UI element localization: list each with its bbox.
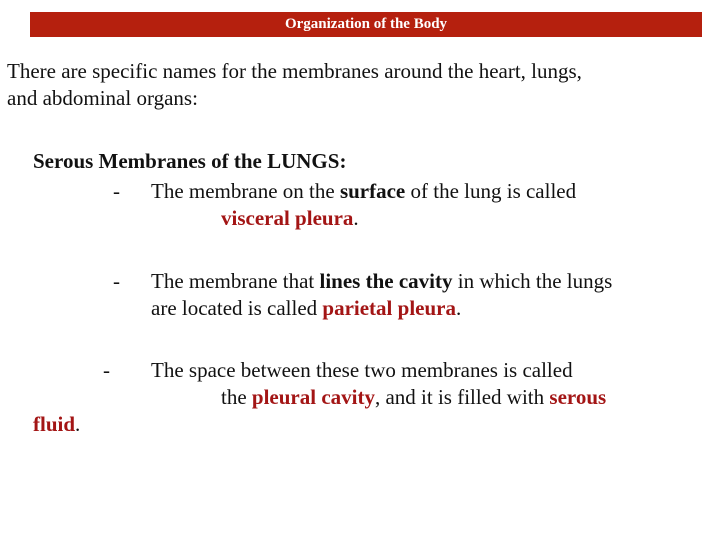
item1-end: . [353, 206, 359, 230]
bullet-item-3-line-1: The space between these two membranes is called [151, 358, 573, 382]
bullet-dash-3: - [103, 358, 110, 382]
intro-line-2: and abdominal organs: [7, 86, 198, 110]
bullet-item-2-line-1 [151, 268, 612, 295]
item3-line2-pre: the [221, 385, 252, 409]
term-fluid: fluid [33, 412, 76, 436]
section-heading: Serous Membranes of the LUNGS: [33, 149, 347, 173]
term-visceral-pleura: visceral pleura [221, 206, 354, 230]
term-serous: serous [549, 385, 607, 409]
bullet-item-1-line-2 [221, 205, 359, 232]
bullet-item-1-line-1 [151, 178, 576, 205]
term-parietal-pleura: parietal pleura [322, 296, 456, 320]
intro-line-1: There are specific names for the membranes around the heart, lungs, [7, 59, 582, 83]
bullet-item-2-line-2 [151, 295, 461, 322]
bullet-dash-1: - [113, 179, 120, 203]
item2-post: in which the lungs [452, 269, 613, 293]
item1-bold: surface [339, 179, 406, 203]
item2-end: . [455, 296, 462, 320]
item2-bold: lines the cavity [319, 269, 453, 293]
bullet-item-3-line-2 [221, 384, 606, 411]
intro-paragraph [7, 58, 707, 112]
item2-line2-pre: are located is called [151, 296, 323, 320]
item3-end: . [75, 412, 81, 436]
term-pleural-cavity: pleural cavity [251, 385, 375, 409]
slide-title-bar [30, 12, 702, 37]
slide-title: Organization of the Body [284, 16, 448, 32]
item2-pre: The membrane that [151, 269, 320, 293]
bullet-dash-2: - [113, 269, 120, 293]
item1-post: of the lung is called [405, 179, 577, 203]
bullet-item-3-line-3 [33, 411, 80, 438]
item3-mid: , and it is filled with [374, 385, 550, 409]
item1-pre: The membrane on the [151, 179, 340, 203]
